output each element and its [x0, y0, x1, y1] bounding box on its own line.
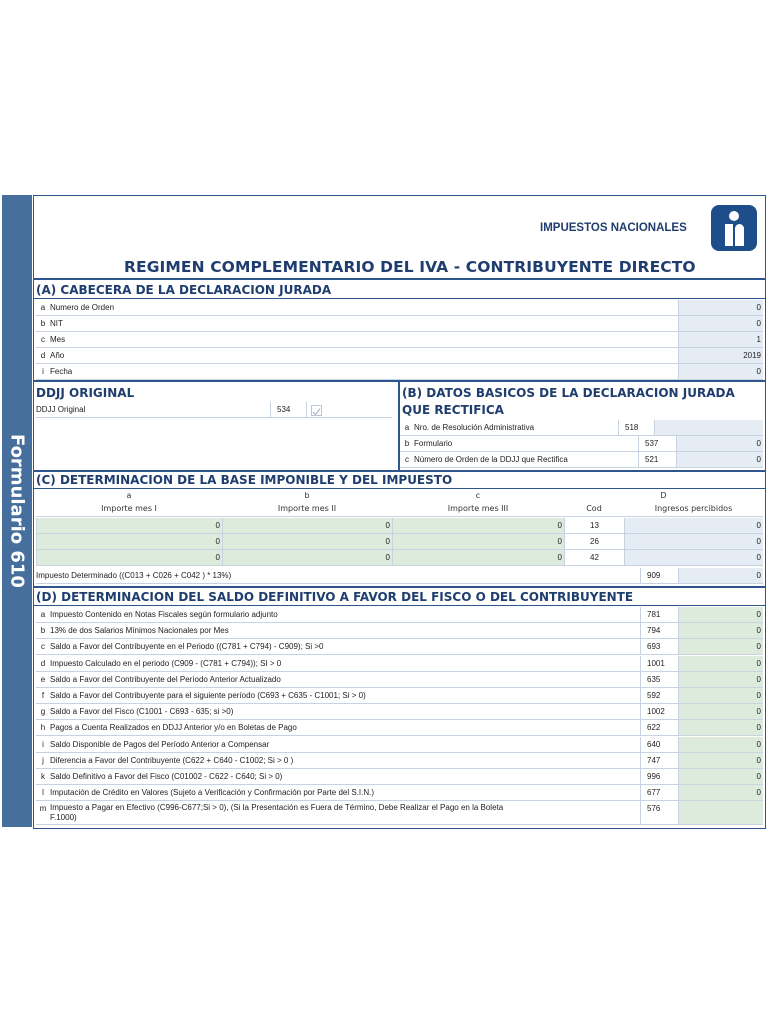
row-letter: c	[36, 332, 50, 348]
column-letter: a	[126, 491, 132, 500]
row-value-field[interactable]: 0	[678, 364, 763, 380]
section-d-heading: (D) DETERMINACION DEL SALDO DEFINITIVO A FAVOR DEL FISCO O DEL CONTRIBUYENTE	[36, 590, 634, 604]
section-b-row	[400, 420, 765, 436]
row-value-field[interactable]: 0	[678, 316, 763, 332]
row-value-field[interactable]: 0	[676, 436, 763, 452]
form-number-label: Formulario 610	[6, 434, 28, 588]
row-code: 794	[640, 623, 678, 639]
row-letter: i	[36, 364, 50, 380]
section-a-row	[34, 316, 765, 332]
row-label: Saldo a Favor del Contribuyente en el Periodo ((C781 + C794) - C909); Si >0	[50, 639, 640, 655]
row-code: 781	[640, 607, 678, 623]
impuesto-determinado-row	[34, 568, 765, 584]
row-code: 909	[640, 568, 678, 584]
row-letter: e	[36, 672, 50, 688]
ddjj-original-code: 534	[270, 402, 306, 418]
row-label	[50, 801, 640, 825]
section-d-row	[34, 623, 765, 639]
ddjj-heading: DDJJ ORIGINAL	[36, 386, 135, 400]
row-value-field[interactable]: 0	[678, 753, 763, 769]
section-c-row	[34, 518, 765, 534]
row-label: Saldo a Favor del Contribuyente del Período Anterior Actualizado	[50, 672, 640, 688]
row-value-field[interactable]: 0	[678, 704, 763, 720]
row-letter: g	[36, 704, 50, 720]
amount-field[interactable]: 0	[36, 518, 222, 534]
amount-field[interactable]: 0	[392, 534, 564, 550]
amount-field[interactable]: 0	[222, 518, 392, 534]
form-title: REGIMEN COMPLEMENTARIO DEL IVA - CONTRIBUYENTE DIRECTO	[124, 258, 696, 276]
row-label: Saldo a Favor del Fisco (C1001 - C693 - 635; si >0)	[50, 704, 640, 720]
section-a-row	[34, 348, 765, 364]
row-code: 747	[640, 753, 678, 769]
amount-field[interactable]: 0	[392, 550, 564, 566]
row-label: NIT	[50, 316, 678, 332]
ingresos-field[interactable]: 0	[624, 518, 763, 534]
row-code: 42	[564, 550, 624, 566]
section-c-column-letters	[34, 490, 765, 501]
brand-name: IMPUESTOS NACIONALES	[540, 222, 687, 234]
row-label: Saldo a Favor del Contribuyente para el siguiente período (C693 + C635 - C1001; Si > 0)	[50, 688, 640, 704]
row-label: Saldo Definitivo a Favor del Fisco (C01002 - C622 - C640; Si > 0)	[50, 769, 640, 785]
row-label: Imputación de Crédito en Valores (Sujeto a Verificación y Confirmación por Parte del S.I.N.)	[50, 785, 640, 801]
ddjj-original-label: DDJJ Original	[36, 402, 270, 418]
row-label: Pagos a Cuenta Realizados en DDJJ Anterior y/o en Boletas de Pago	[50, 720, 640, 736]
column-label: Importe mes II	[222, 502, 392, 517]
ddjj-original-checkbox[interactable]	[311, 405, 322, 416]
row-value-field[interactable]: 1	[678, 332, 763, 348]
row-value-field[interactable]	[678, 801, 763, 825]
row-letter: a	[36, 607, 50, 623]
row-letter: a	[36, 300, 50, 316]
row-letter: c	[400, 452, 414, 468]
section-d-row	[34, 672, 765, 688]
section-a-row	[34, 364, 765, 380]
row-code: 1001	[640, 656, 678, 672]
row-value-field[interactable]: 0	[678, 672, 763, 688]
section-a-row	[34, 332, 765, 348]
row-code: 521	[638, 452, 676, 468]
row-letter: f	[36, 688, 50, 704]
row-letter: k	[36, 769, 50, 785]
column-letter: b	[304, 491, 310, 500]
amount-field[interactable]: 0	[222, 534, 392, 550]
section-d-row	[34, 801, 765, 825]
section-b-row	[400, 436, 765, 452]
section-c-column-labels	[34, 502, 765, 516]
row-code: 26	[564, 534, 624, 550]
row-code: 677	[640, 785, 678, 801]
section-c-row	[34, 534, 765, 550]
row-label: Numero de Orden	[50, 300, 678, 316]
section-d-row	[34, 639, 765, 655]
row-letter: b	[36, 316, 50, 332]
amount-field[interactable]: 0	[36, 550, 222, 566]
row-letter: a	[400, 420, 414, 436]
form-number-sidebar	[2, 195, 32, 827]
section-a-row	[34, 300, 765, 316]
row-letter: d	[36, 656, 50, 672]
section-c-heading: (C) DETERMINACION DE LA BASE IMPONIBLE Y DEL IMPUESTO	[36, 473, 453, 487]
row-code: 518	[618, 420, 654, 436]
column-label: Cod	[564, 502, 624, 517]
column-label: Importe mes I	[36, 502, 222, 517]
section-d-row	[34, 720, 765, 736]
row-label: Nro. de Resolución Administrativa	[414, 420, 638, 436]
row-label: Impuesto Calculado en el periodo (C909 - (C781 + C794)); SI > 0	[50, 656, 640, 672]
column-letter: D	[660, 491, 667, 500]
row-value-field[interactable]: 0	[678, 688, 763, 704]
row-letter: h	[36, 720, 50, 736]
amount-field[interactable]: 0	[222, 550, 392, 566]
column-label: Ingresos percibidos	[624, 502, 763, 517]
section-d-row	[34, 753, 765, 769]
amount-field[interactable]: 0	[392, 518, 564, 534]
section-d-row	[34, 737, 765, 753]
ingresos-field[interactable]: 0	[624, 534, 763, 550]
row-label: Impuesto Contenido en Notas Fiscales según formulario adjunto	[50, 607, 640, 623]
column-letter: c	[475, 491, 481, 500]
row-code: 537	[638, 436, 676, 452]
row-code: 996	[640, 769, 678, 785]
row-letter: b	[400, 436, 414, 452]
row-value-field[interactable]: 0	[678, 568, 763, 584]
row-value-field[interactable]: 0	[676, 452, 763, 468]
section-d-row	[34, 704, 765, 720]
section-b-row	[400, 452, 765, 468]
section-b-heading-line2: QUE RECTIFICA	[402, 403, 504, 417]
row-code: 640	[640, 737, 678, 753]
row-code: 576	[640, 801, 678, 825]
row-value-field[interactable]: 0	[678, 607, 763, 623]
row-value-field[interactable]: 0	[678, 623, 763, 639]
row-value-field[interactable]: 0	[678, 785, 763, 801]
row-label-line2: F.1000)	[50, 813, 77, 823]
row-code: 1002	[640, 704, 678, 720]
row-letter: i	[36, 737, 50, 753]
row-label: Número de Orden de la DDJJ que Rectifica	[414, 452, 638, 468]
column-label: Importe mes III	[392, 502, 564, 517]
section-d-row	[34, 769, 765, 785]
section-a-heading: (A) CABECERA DE LA DECLARACION JURADA	[36, 283, 332, 297]
row-label: Formulario	[414, 436, 638, 452]
ddjj-original-row	[34, 402, 398, 418]
row-value-field[interactable]: 0	[678, 737, 763, 753]
section-d-row	[34, 785, 765, 801]
row-letter: c	[36, 639, 50, 655]
row-value-field[interactable]: 0	[678, 720, 763, 736]
ingresos-field[interactable]: 0	[624, 550, 763, 566]
row-value-field[interactable]: 2019	[678, 348, 763, 364]
section-d-row	[34, 656, 765, 672]
row-code: 635	[640, 672, 678, 688]
row-code: 592	[640, 688, 678, 704]
row-label: Diferencia a Favor del Contribuyente (C622 + C640 - C1002; Si > 0 )	[50, 753, 640, 769]
tax-form	[33, 195, 766, 829]
section-d-row	[34, 688, 765, 704]
row-label: Saldo Disponible de Pagos del Período Anterior a Compensar	[50, 737, 640, 753]
row-label: Año	[50, 348, 678, 364]
row-code: 693	[640, 639, 678, 655]
row-value-field[interactable]: 0	[678, 769, 763, 785]
row-label: 13% de dos Salarios Mínimos Nacionales por Mes	[50, 623, 640, 639]
row-letter: j	[36, 753, 50, 769]
row-label-line1: Impuesto a Pagar en Efectivo (C996-C677;Si > 0), (Si la Presentación es Fuera de Término, Debe Realizar el Pago en la Boleta	[50, 803, 504, 813]
row-letter: d	[36, 348, 50, 364]
row-code: 622	[640, 720, 678, 736]
row-letter: l	[36, 785, 50, 801]
row-code: 13	[564, 518, 624, 534]
row-label: Mes	[50, 332, 678, 348]
row-value-field[interactable]: 0	[678, 639, 763, 655]
row-letter: m	[36, 801, 50, 825]
row-label: Fecha	[50, 364, 678, 380]
amount-field[interactable]: 0	[36, 534, 222, 550]
row-value-field[interactable]: 0	[678, 300, 763, 316]
section-b-heading: (B) DATOS BASICOS DE LA DECLARACION JURADA	[402, 386, 735, 400]
section-d-row	[34, 607, 765, 623]
row-letter: b	[36, 623, 50, 639]
row-value-field[interactable]: 0	[678, 656, 763, 672]
impuestos-nacionales-logo-icon	[711, 205, 757, 251]
row-value-field[interactable]	[654, 420, 763, 436]
row-label: Impuesto Determinado ((C013 + C026 + C042 ) * 13%)	[36, 568, 640, 584]
section-c-row	[34, 550, 765, 566]
